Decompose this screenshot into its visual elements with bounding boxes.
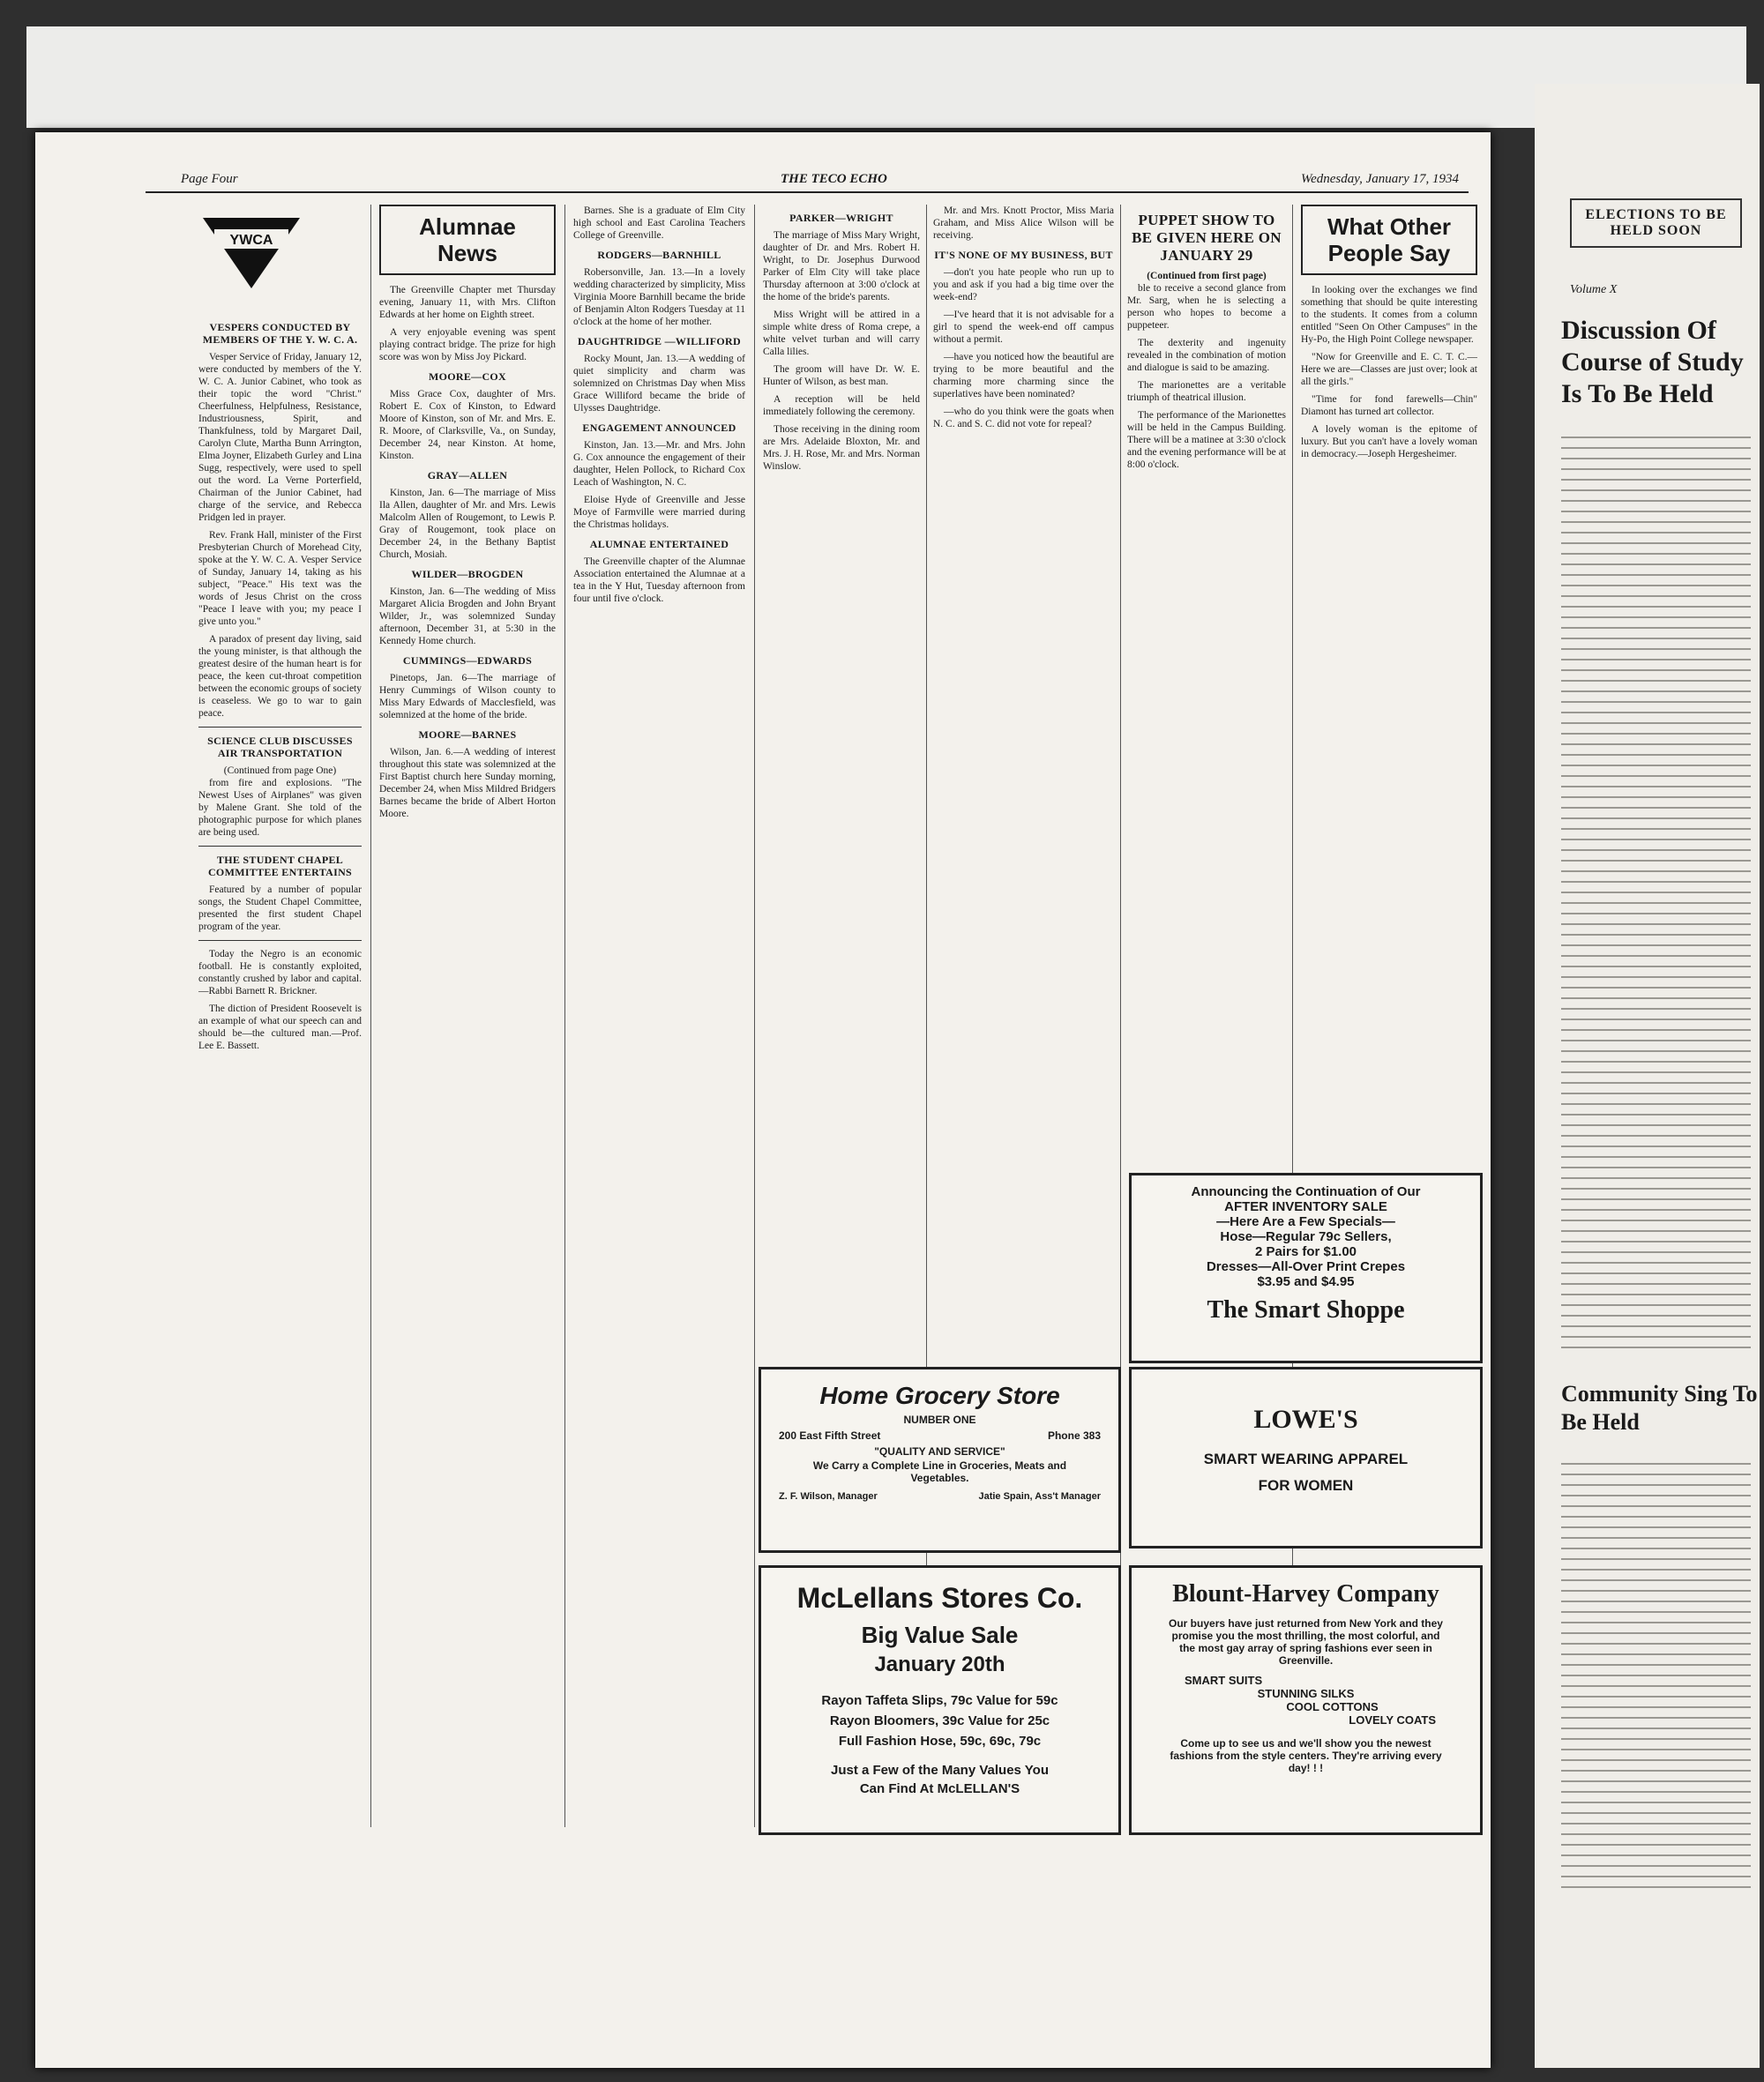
- column-rule: [564, 205, 565, 1827]
- page-number: Page Four: [181, 172, 238, 186]
- column-6: [1127, 205, 1286, 1131]
- article-text: The groom will have Dr. W. E. Hunter of Wilson, as best man.: [763, 364, 920, 387]
- ad-text: Dresses—All-Over Print Crepes: [1206, 1259, 1406, 1274]
- ad-store-name: McLellans Stores Co.: [796, 1582, 1083, 1614]
- ad-text: Can Find At McLELLAN'S: [859, 1781, 1020, 1796]
- headline: DAUGHTRIDGE —WILLIFORD: [578, 335, 741, 347]
- ad-home-grocery: [759, 1367, 1121, 1553]
- divider: [198, 940, 362, 941]
- section-title-alumnae-news: Alumnae News: [379, 205, 556, 275]
- article-text: Those receiving in the dining room are Mrs. Adelaide Bloxton, Mr. and Mrs. J. H. Rose, Mr. and Mrs. Norman Winslow.: [763, 424, 920, 472]
- divider: [198, 846, 362, 847]
- ad-text: Full Fashion Hose, 59c, 69c, 79c: [838, 1734, 1042, 1749]
- article-text: Kinston, Jan. 6—The wedding of Miss Margaret Alicia Brogden and John Bryant Wilder, Jr., was solemnized Sunday afternoon, December 31, at 5:30 in the Kennedy Home church.: [379, 586, 556, 646]
- article-text: —I've heard that it is not advisable for a girl to spend the week-end off campus without a permit.: [933, 310, 1114, 345]
- article-text: —have you noticed how the beautiful are trying to be more beautiful and the charming more charming since the superlatives have been nominated?: [933, 352, 1114, 399]
- right-headline-community: Community Sing To Be Held: [1561, 1381, 1758, 1435]
- ad-text: FOR WOMEN: [1258, 1477, 1354, 1494]
- headline: RODGERS—BARNHILL: [597, 249, 721, 261]
- ywca-triangle-icon: [198, 213, 304, 293]
- headline: VESPERS CONDUCTED BY MEMBERS OF THE Y. W. C. A.: [202, 321, 358, 346]
- article-text: Rev. Frank Hall, minister of the First Presbyterian Church of Morehead City, spoke at the Y. W. C. A. Vesper Service of Sunday, January 14, taking as his subject, "Peace." His text was the words of Jesus Christ on the cross "Peace I leave with you; my peace I give unto you.": [198, 530, 362, 627]
- column-4: [763, 205, 920, 769]
- headline: PARKER—WRIGHT: [789, 212, 893, 224]
- article-text: Robersonville, Jan. 13.—In a lovely wedding characterized by simplicity, Miss Virginia Moore Barnhill became the bride of Benjamin Alton Rodgers Tuesday at 11 o'clock at the home of her mother.: [573, 267, 745, 327]
- article-text: Today the Negro is an economic football. He is constantly exploited, constantly crushed by labor and capital.—Rabbi Barnett R. Brickner.: [198, 949, 362, 996]
- headline: CUMMINGS—EDWARDS: [402, 654, 533, 667]
- article-text: A very enjoyable evening was spent playing contract bridge. The prize for high score was won by Miss Joy Pickard.: [379, 327, 556, 362]
- ad-text: 200 East Fifth Street: [779, 1429, 881, 1442]
- article-text: ble to receive a second glance from Mr. Sarg, when he is selecting a person who hopes to become a puppeteer.: [1127, 283, 1286, 331]
- article-text: Vesper Service of Friday, January 12, were conducted by members of the Y. W. C. A. Junior Cabinet, who took as their topic the word "Christ." Cheerfulness, Helpfulness, Resistance, Industriousness, Spirit, and Thankfulness, told by Margaret Dail, Carolyn Clute, Martha Bunn Arrington, Elma Joyner, Elizabeth Gurley and Lina Sugg, respectively, were used to spell out the word. La Verne Porterfield, Chairman of the Junior Cabinet, had charge of the service, and Rebecca Pridgen led in prayer.: [198, 352, 362, 523]
- column-2: [379, 205, 556, 1827]
- ad-text: We Carry a Complete Line in Groceries, Meats and Vegetables.: [812, 1459, 1067, 1484]
- article-text: "Now for Greenville and E. C. T. C.—Here we are—Classes are just over; look at all the girls.": [1301, 352, 1477, 387]
- ad-text: —Here Are a Few Specials—: [1216, 1214, 1395, 1229]
- article-text: The Greenville chapter of the Alumnae Association entertained the Alumnae at a tea in the Y Hut, Tuesday afternoon from four until five o'clock.: [573, 556, 745, 604]
- column-rule: [370, 205, 371, 1827]
- article-text: A reception will be held immediately following the ceremony.: [763, 394, 920, 417]
- article-text: Featured by a number of popular songs, the Student Chapel Committee, presented the first student Chapel program of the year.: [198, 884, 362, 932]
- right-text-block-2: [1561, 1454, 1751, 1895]
- column-3: [573, 205, 745, 1827]
- article-text: —who do you think were the goats when N. C. and S. C. did not vote for repeal?: [933, 407, 1114, 429]
- ad-text: Come up to see us and we'll show you the newest fashions from the style centers. They're arriving every day! ! !: [1170, 1737, 1442, 1774]
- ad-blount-harvey: [1129, 1565, 1483, 1835]
- ad-text: "QUALITY AND SERVICE": [874, 1445, 1005, 1458]
- column-7: [1301, 205, 1477, 1131]
- article-text: Wilson, Jan. 6.—A wedding of interest throughout this state was solemnized at the First Baptist church here Sunday morning, December 24, when Miss Mildred Bridgers Barnes became the bride of Albert Horton Moore.: [379, 747, 556, 819]
- ad-text: Jatie Spain, Ass't Manager: [978, 1491, 1101, 1502]
- ad-text: Our buyers have just returned from New York and they promise you the most thrilling, the most colorful, and the most gay array of spring fashions ever seen in Greenville.: [1169, 1617, 1443, 1667]
- ad-text: Rayon Bloomers, 39c Value for 25c: [829, 1713, 1050, 1728]
- article-text: Barnes. She is a graduate of Elm City high school and East Carolina Teachers College of Greenville.: [573, 205, 745, 241]
- ad-staff-row: [761, 1486, 1118, 1507]
- ad-text: NUMBER ONE: [903, 1414, 976, 1426]
- headline: IT'S NONE OF MY BUSINESS, BUT: [934, 249, 1113, 261]
- right-volume: Volume X: [1570, 283, 1618, 296]
- article-text: In looking over the exchanges we find something that should be quite interesting to the students. It comes from a column entitled "Seen On Other Campuses" in the Hy-Po, the High Point College newspaper.: [1301, 285, 1477, 345]
- ad-mclellans: [759, 1565, 1121, 1835]
- ad-text: LOVELY COATS: [1349, 1713, 1436, 1727]
- ad-text: 2 Pairs for $1.00: [1254, 1244, 1357, 1259]
- ad-store-name: Home Grocery Store: [819, 1382, 1060, 1409]
- ad-text: AFTER INVENTORY SALE: [1224, 1199, 1387, 1214]
- article-text: Rocky Mount, Jan. 13.—A wedding of quiet simplicity and charm was solemnized on Christmas Day when Miss Grace Williford became the bride of Ulysses Daughtridge.: [573, 354, 745, 414]
- ad-text: Phone 383: [1047, 1429, 1101, 1442]
- ad-store-name: Blount-Harvey Company: [1172, 1580, 1439, 1608]
- article-text: The marionettes are a veritable triumph of theatrical illusion.: [1127, 380, 1286, 403]
- article-text: Mr. and Mrs. Knott Proctor, Miss Maria Graham, and Miss Alice Wilson will be receiving.: [933, 205, 1114, 241]
- headline: MOORE—BARNES: [418, 728, 517, 741]
- ad-text: STUNNING SILKS: [1257, 1687, 1355, 1700]
- issue-date: Wednesday, January 17, 1934: [1301, 172, 1460, 186]
- ad-text: COOL COTTONS: [1286, 1700, 1379, 1713]
- section-title-what-other-people-say: What Other People Say: [1301, 205, 1477, 275]
- ad-text: January 20th: [874, 1653, 1005, 1676]
- right-headline-elections: ELECTIONS TO BE HELD SOON: [1570, 198, 1742, 248]
- article-text: —don't you hate people who run up to you and ask if you had a big time over the week-end?: [933, 267, 1114, 302]
- article-text: The marriage of Miss Mary Wright, daughter of Dr. and Mrs. Robert H. Wright, to Dr. Josephus Durwood Parker of Elm City will take place Thursday afternoon at 3:00 o'clock at the home of the bride's parents.: [763, 230, 920, 302]
- article-text: The Greenville Chapter met Thursday evening, January 11, with Mrs. Clifton Edwards at her home on Eighth street.: [379, 285, 556, 320]
- ad-text: $3.95 and $4.95: [1257, 1274, 1355, 1289]
- headline: ENGAGEMENT ANNOUNCED: [582, 422, 736, 434]
- ad-address-row: [761, 1426, 1118, 1445]
- article-text: Miss Grace Cox, daughter of Mrs. Robert E. Cox of Kinston, to Edward Moore of Kinston, son of Mr. and Mrs. E. R. Moore, of Clarksville, Va., on Sunday, December 24, near Kinston. At home, Kinston.: [379, 389, 556, 461]
- article-text: Pinetops, Jan. 6—The marriage of Henry Cummings of Wilson county to Miss Mary Edwards of Macclesfield, was solemnized at the home of the bride.: [379, 673, 556, 720]
- continued-note: (Continued from first page): [1147, 271, 1267, 281]
- ad-text: Announcing the Continuation of Our: [1191, 1184, 1421, 1199]
- column-rule: [754, 205, 755, 1827]
- ad-store-name: The Smart Shoppe: [1207, 1296, 1405, 1324]
- article-text: The performance of the Marionettes will be held in the Campus Building. There will be a matinee at 3:30 o'clock and the evening performance will be at 8:00 o'clock.: [1127, 410, 1286, 470]
- ad-smart-shoppe: [1129, 1173, 1483, 1363]
- ad-text: Hose—Regular 79c Sellers,: [1220, 1229, 1392, 1244]
- ad-text: Z. F. Wilson, Manager: [779, 1491, 878, 1502]
- article-text: Kinston, Jan. 6—The marriage of Miss Ila Allen, daughter of Mr. and Mrs. Lewis Malcolm Allen of Rougemont, to Lewis P. Gray of Rougemont, took place on December 24, in the Bethany Baptist Church, Mosiah.: [379, 488, 556, 560]
- ad-text: SMART SUITS: [1185, 1674, 1263, 1687]
- article-text: from fire and explosions. "The Newest Uses of Airplanes" was given by Malene Grant. She told of the photographic purpose for which planes are being used.: [198, 778, 362, 838]
- ad-text: SMART WEARING APPAREL: [1203, 1451, 1409, 1467]
- article-text: Kinston, Jan. 13.—Mr. and Mrs. John G. Cox announce the engagement of their daughter, Helen Pollock, to Richard Cox Leach of Washington, N. C.: [573, 440, 745, 488]
- right-text-block: [1561, 428, 1751, 1354]
- headline: THE STUDENT CHAPEL COMMITTEE ENTERTAINS: [207, 854, 353, 878]
- headline-puppet-show: PUPPET SHOW TO BE GIVEN HERE ON JANUARY 29: [1132, 212, 1282, 264]
- headline: MOORE—COX: [428, 370, 507, 383]
- article-text: Eloise Hyde of Greenville and Jesse Moye of Farmville were married during the Christmas holidays.: [573, 495, 745, 530]
- article-text: "Time for fond farewells—Chin" Diamont has turned art collector.: [1301, 394, 1477, 417]
- headline: ALUMNAE ENTERTAINED: [589, 538, 729, 550]
- ywca-logo-text: YWCA: [229, 233, 273, 248]
- page-header: [146, 172, 1469, 193]
- article-text: A lovely woman is the epitome of luxury. But you can't have a lovely woman in democracy.—Joseph Hergesheimer.: [1301, 424, 1477, 459]
- article-text: The diction of President Roosevelt is an example of what our speech can and should be—the cultured man.—Prof. Lee E. Bassett.: [198, 1004, 362, 1051]
- headline: WILDER—BROGDEN: [411, 568, 524, 580]
- article-text: A paradox of present day living, said the young minister, is that although the greatest desire of the human heart is for peace, the keen cut-throat competition between the economic groups of society is ceaseless. We go to war to gain peace.: [198, 634, 362, 719]
- divider: [198, 727, 362, 728]
- headline: GRAY—ALLEN: [427, 469, 508, 481]
- right-headline-discussion: Discussion Of Course of Study Is To Be Held: [1561, 316, 1744, 408]
- ywca-logo: [198, 205, 362, 314]
- column-1: [198, 205, 362, 1827]
- ad-text: Big Value Sale: [861, 1622, 1019, 1648]
- ad-text: Just a Few of the Many Values You: [830, 1763, 1049, 1778]
- continued-note: (Continued from page One): [223, 765, 337, 776]
- article-text: The dexterity and ingenuity revealed in the combination of motion and dialogue is said to be amazing.: [1127, 338, 1286, 373]
- top-strip: [26, 26, 1746, 128]
- ad-text: Rayon Taffeta Slips, 79c Value for 59c: [821, 1693, 1058, 1708]
- ad-lowes: [1129, 1367, 1483, 1548]
- adjacent-page: [1535, 84, 1760, 2068]
- article-text: Miss Wright will be attired in a simple white dress of Roma crepe, a white velvet turban and will carry Calla lilies.: [763, 310, 920, 357]
- headline: SCIENCE CLUB DISCUSSES AIR TRANSPORTATION: [207, 735, 353, 759]
- ad-store-name: LOWE'S: [1253, 1405, 1358, 1434]
- paper-name: THE TECO ECHO: [781, 172, 887, 186]
- column-5: [933, 205, 1114, 769]
